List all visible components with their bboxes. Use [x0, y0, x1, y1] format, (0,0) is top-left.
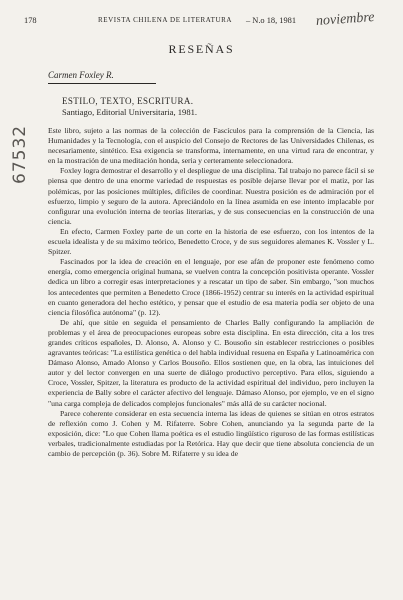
paragraph: Fascinados por la idea de creación en el lenguaje, por ese afán de proponer este fenómeno como energía, como emergencia original humana, se vuelven contra la concepción positivista operante. Vossler dedica un libro a corregir esas interpretaciones y a rescatar un tipo de saber. Sin embargo, "son muchos los antecedentes que permiten a Benedetto Croce (1866-1952) centrar su interés en la actividad espiritual en cuanto generadora del hecho estético, y pensar que el estudio de esa materia podía ser objeto de una ciencia filosófica autónoma" (p. 12). — [48, 257, 374, 317]
author-underline — [48, 83, 156, 84]
issue-label: – N.o 18, 1981 — [246, 16, 297, 25]
section-title: RESEÑAS — [168, 42, 235, 56]
page-number: 178 — [24, 16, 37, 25]
page-header — [24, 9, 384, 30]
review-author: Carmen Foxley R. — [48, 70, 114, 80]
review-body — [48, 126, 374, 459]
book-title: ESTILO, TEXTO, ESCRITURA. — [62, 96, 194, 106]
paragraph: Este libro, sujeto a las normas de la colección de Fascículos para la comprensión de la Ciencia, las Humanidades y la Tecnología, con el auspicio del Consejo de Rectores de las Universidades Chilenas, es necesariamente, sintético. Esa exigencia se transforma, internamente, en una virtud rara de encontrar, y en la mostración de una meditación honda, seria y certeramente seleccionadora. — [48, 126, 374, 166]
paragraph: De ahí, que sitúe en seguida el pensamiento de Charles Bally configurando la ampliación de problemas y el área de preocupaciones europeas sobre esta disciplina. En esta dirección, cita a los tres grandes críticos españoles, D. Alonso, A. Alonso y C. Bousoño sin establecer restricciones o posibles agravantes teóricas: "La estilística genética o del habla individual resuena en España y Latinoamérica con Dámaso Alonso, Amado Alonso y Carlos Bousoño. Ellos sostienen que, en la obra, las intuiciones del autor y del lector convergen en una suerte de diálogo productivo perceptivo. Para ellos, siguiendo a Croce, Vossler, Spitzer, la literatura es producto de la actividad espiritual del individuo, pero incluyen la experiencia de Bally sobre el carácter afectivo del lenguaje. Dámaso Alonso, por ejemplo, ve en el signo "una carga compleja de delicados complejos funcionales" más allá de su carácter nocional. — [48, 317, 374, 408]
stamp-number: 67532 — [10, 124, 30, 184]
catalog-stamp — [6, 66, 28, 184]
paragraph: Parece coherente considerar en esta secuencia interna las ideas de quienes se sitúan en otros estratos de reflexión como J. Cohen y M. Rifaterre. Sobre Cohen, anunciando ya la segunda parte de la exposición, dice: "Lo que Cohen llama poética es el estudio lingüístico riguroso de las formas estilísticas verbales, tradicionalmente estudiadas por la Retórica. Hay que decir que tiene absoluta conciencia de un cambio de percepción (p. 36). Sobre M. Rifaterre y su idea de — [48, 408, 374, 458]
handwritten-note: noviembre — [315, 9, 375, 30]
paragraph: Foxley logra demostrar el desarrollo y el despliegue de una disciplina. Tal trabajo no parece fácil si se piensa que dentro de una enorme variedad de respuestas es posible dejarse llevar por el matiz, por las polémicas, por las posiciones múltiples, difíciles de coordinar. Nuestra posición es de admiración por el esfuerzo, limpio y seguro de la autora. Apreciándolo en la línea asumida en ese intento implacable por configurar una evolución interna de teorías literarias, y de sus consecuencias en la construcción de una ciencia. — [48, 166, 374, 226]
journal-name: REVISTA CHILENA DE LITERATURA — [98, 16, 233, 24]
book-publication: Santiago, Editorial Universitaria, 1981. — [62, 107, 198, 117]
paragraph: En efecto, Carmen Foxley parte de un corte en la historia de ese esfuerzo, con los intentos de la escuela idealista y de su máximo teórico, Benedetto Croce, y de sus seguidores alemanes K. Vossler y L. Spitzer. — [48, 226, 374, 257]
